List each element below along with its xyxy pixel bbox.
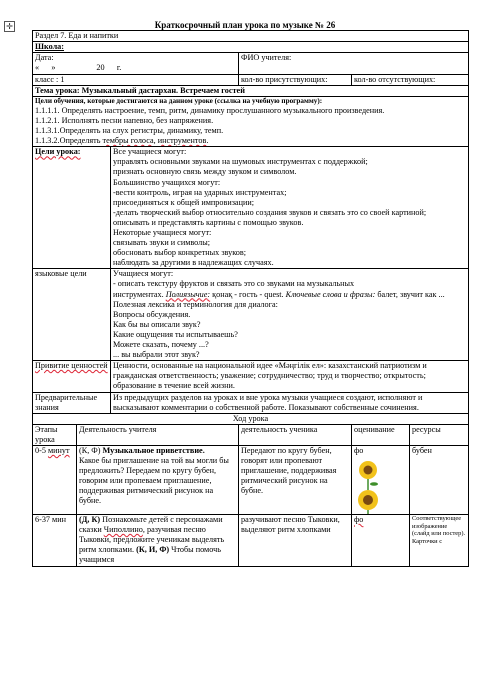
row-teacher-bold: Музыкальное приветствие. (102, 445, 205, 455)
lesson-goal-line: -вести контроль, играя на ударных инструментах; (113, 187, 287, 197)
row-assessment-cell (352, 515, 410, 566)
lesson-goal-line: наблюдать за другими в надлежащих случаях. (113, 258, 274, 268)
prior-cell (111, 392, 469, 413)
header-teacher-cell (77, 424, 239, 445)
language-fragment: инструментах. (113, 289, 166, 299)
goal-item: 1.1.3.2.Определять тембры голоса, инструментов. (35, 136, 209, 146)
row-teacher-fragment: Чиполлино (103, 525, 143, 535)
row-teacher-text: Чтобы помочь учащимся (79, 545, 221, 565)
topic-cell (33, 86, 469, 97)
language-line: ... вы выбрали этот звук? (113, 350, 200, 360)
lesson-goal-line: присоединяться к общей импровизации; (113, 197, 254, 207)
row-resources-cell (410, 515, 469, 566)
lesson-goal-line: Все учащиеся могут: (113, 147, 187, 157)
lesson-goals-label: Цели урока: (35, 147, 81, 157)
row-stage-cell (33, 445, 77, 514)
lesson-goal-line: Некоторые учащиеся могут: (113, 228, 212, 237)
goal-item: 1.1.2.1. Исполнять песни напевно, без напряжения. (35, 115, 214, 125)
header-resources: ресурсы (412, 424, 441, 434)
lesson-goal-line: обосновать выбор конкретных звуков; (113, 248, 247, 258)
language-line: Какие ощущения ты испытываешь? (113, 329, 238, 339)
school-label: Школа: (35, 42, 64, 52)
row-assessment-cell (352, 445, 410, 514)
values-label-cell (33, 361, 111, 392)
present-label: кол-во присутствующих: (241, 75, 328, 85)
row-stage: 6-37 мин (35, 515, 66, 525)
row-student-text: Передают по кругу бубен, говорят или пропевают приглашение, поддерживая ритмический рисунок на бубне. (241, 445, 337, 496)
course-heading-cell (33, 413, 469, 424)
row-teacher-text: Какое бы приглашение на той вы могли бы предложить? Передаем по кругу бубен, говорим или пропеваем приглашение, поддерживая ритмический рисунок на бубне. (79, 456, 229, 506)
row-assessment: фо (354, 515, 364, 525)
section-text: Раздел 7. Еда и напитки (35, 31, 119, 40)
language-line: Как бы вы описали звук? (113, 319, 201, 329)
header-student: деятельность ученика (241, 424, 318, 434)
row-stage: 0-5 минут (35, 445, 70, 455)
lesson-goal-line: признать основную связь между звуком и символом. (113, 167, 297, 177)
header-student-cell (239, 424, 352, 445)
lesson-goal-line: описывать и представлять картины с помощью звуков. (113, 217, 304, 227)
language-cell (111, 269, 469, 361)
date-label: Дата: (35, 53, 54, 63)
language-line: Учащиеся могут: (113, 269, 174, 279)
goal-item: 1.1.3.1.Определять на слух регистры, динамику, темп. (35, 126, 224, 136)
row-teacher-cell (77, 445, 239, 514)
values-label: Привитие ценностей (35, 361, 108, 371)
teacher-cell (239, 53, 469, 75)
lesson-goals-label-cell (33, 147, 111, 269)
lesson-goal-line: управлять основными звуками на шумовых инструментах с поддержкой; (113, 157, 368, 167)
sunflower-images (354, 456, 407, 514)
row-teacher-cell: (Д, К) Познакомьте детей с персонажами сказки Чиполлино, разучивая песню Тыковки, предложите ученикам выделять ритм хлопками. (К, И, Ф) Чтобы помочь учащимся (77, 515, 239, 566)
row-student-cell (239, 445, 352, 514)
row-resources: Соответствующее изображение (слайд или постер). Карточки с (412, 515, 466, 545)
table-move-handle-icon[interactable]: ✛ (4, 21, 15, 32)
prior-label: Предварительные знания (35, 392, 98, 412)
values-text: Ценности, основанные на национальной идее «Мәңгілік ел»: казахстанский патриотизм и гражданская ответственность; уважение; сотрудничество; труд и творчество; открытость; образование в течение всей жизни. (113, 361, 427, 391)
goal-item: 1.1.1.1. Определять настроение, темп, ритм, динамику прослушанного музыкального произведения. (35, 105, 385, 115)
present-cell (239, 75, 352, 86)
stage-unit: минут (47, 445, 70, 455)
header-teacher: Деятельность учителя (79, 424, 157, 434)
date-cell (33, 53, 239, 75)
goals-cell (33, 97, 469, 147)
class-cell (33, 75, 239, 86)
lesson-goals-cell (111, 147, 469, 269)
section-cell (33, 31, 469, 42)
date-line: « » 20 г. (35, 63, 122, 73)
header-stage-cell (33, 424, 77, 445)
header-stage: Этапы урока (35, 424, 58, 444)
teacher-label: ФИО учителя: (241, 53, 292, 63)
row-student-cell (239, 515, 352, 566)
row-student-text: разучивают песню Тыковки, выделяют ритм хлопками (241, 515, 340, 535)
row-teacher-prefix: (Д, К) (79, 515, 101, 525)
row-assessment: фо (354, 445, 364, 455)
language-line: - описать текстуру фруктов и связать это со звуками на музыкальных (113, 279, 355, 289)
goals-heading: Цели обучения, которые достигаются на данном уроке (ссылка на учебную программу): (35, 97, 323, 106)
language-fragment: қонақ - гость - quest. (210, 289, 286, 299)
absent-cell (352, 75, 469, 86)
row-resources-cell (410, 445, 469, 514)
keywords-term: Ключевые слова и фразы: (285, 289, 376, 299)
row-stage-cell (33, 515, 77, 566)
language-fragment: балет, звучит как ... (375, 289, 445, 299)
topic-text: Тема урока: Музыкальный дастархан. Встречаем гостей (35, 86, 245, 96)
lesson-plan-table (32, 30, 469, 567)
language-label: языковые цели (35, 269, 87, 279)
goal-fragment: тембры голоса (102, 136, 154, 146)
school-cell (33, 42, 469, 53)
absent-label: кол-во отсутствующих: (354, 75, 436, 85)
document-title: Краткосрочный план урока по музыке № 26 (154, 20, 336, 30)
class-label: класс : 1 (35, 75, 65, 85)
values-cell (111, 361, 469, 392)
language-line: Полезная лексика и терминология для диалога: (113, 299, 278, 309)
row-teacher-bold: (К, И, Ф) (134, 545, 170, 555)
header-resources-cell (410, 424, 469, 445)
prior-label-cell (33, 392, 111, 413)
goal-fragment: инструментов (157, 136, 207, 146)
lesson-goal-line: связывать звуки и символы; (113, 238, 211, 248)
language-line (113, 290, 466, 300)
language-line: Можете сказать, почему ...? (113, 340, 209, 350)
lesson-goal-line: -делать творческий выбор относительно создания звуков и связать это со своей картиной; (113, 207, 427, 217)
polyling-term: Полиязычие: (165, 289, 211, 299)
language-line: Вопросы обсуждения. (113, 309, 191, 319)
lesson-goal-line: Большинство учащихся могут: (113, 177, 221, 187)
header-assessment: оценивание (354, 424, 395, 434)
row-teacher-prefix: (К, Ф) (79, 445, 103, 455)
row-resources: бубен (412, 445, 432, 455)
sunflower-icon (354, 456, 394, 514)
language-label-cell (33, 269, 111, 361)
prior-text: Из предыдущих разделов на уроках и вне урока музыки учащиеся создают, исполняют и высказывают комментарии о собственной работе. Показывают собственные сочинения. (113, 392, 423, 412)
header-assessment-cell (352, 424, 410, 445)
course-heading: Ход урока (232, 413, 269, 423)
